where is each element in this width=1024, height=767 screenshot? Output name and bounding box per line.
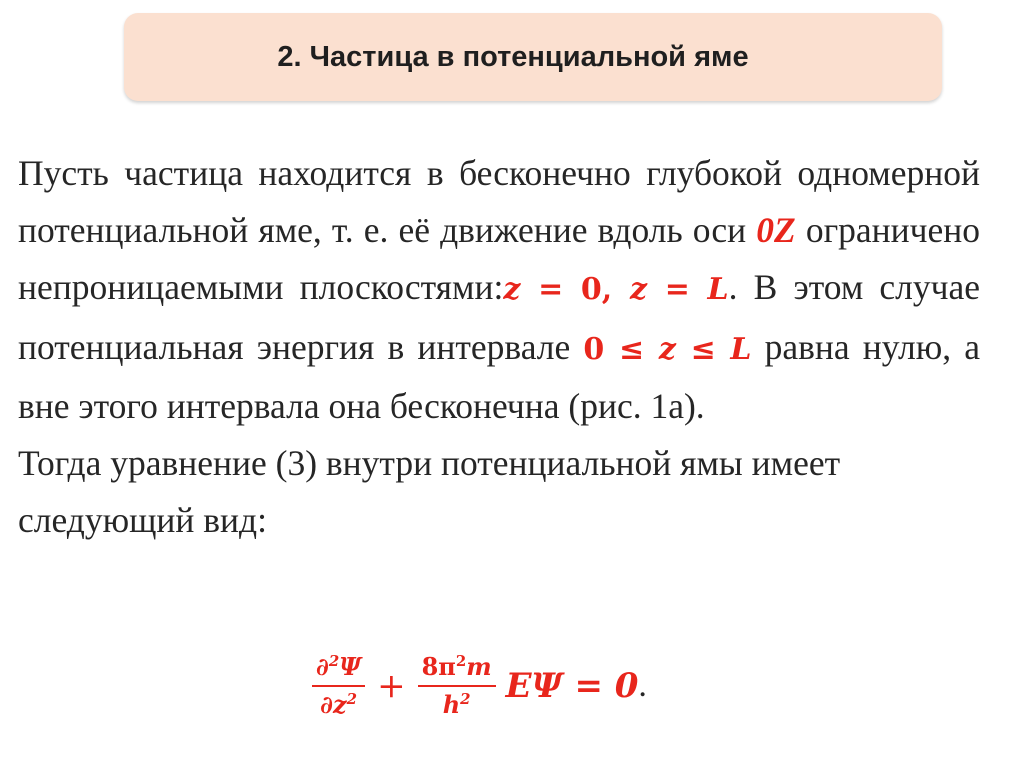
equation-rhs: EΨ = 0 bbox=[505, 666, 639, 706]
fraction-second-derivative bbox=[312, 652, 365, 720]
paragraph-2: Тогда уравнение (3) внутри потенциальной ямы имеет следующий вид: bbox=[18, 443, 841, 541]
math-comma: , bbox=[601, 272, 630, 308]
para1-text-4: равна нулю, а вне этого интервала она бесконечна (рис. 1а). bbox=[18, 326, 980, 426]
exponent: 2 bbox=[346, 690, 357, 709]
math-L-1: L bbox=[707, 272, 729, 308]
math-L-2: L bbox=[730, 331, 752, 367]
slide-title: 2. Частица в потенциальной яме bbox=[277, 40, 749, 73]
fraction-1-numerator bbox=[312, 652, 365, 682]
mass-symbol: m bbox=[466, 652, 492, 681]
equation-period: . bbox=[638, 667, 647, 704]
slide-title-box bbox=[124, 13, 942, 101]
math-eq: = bbox=[647, 272, 708, 308]
math-eq-0: = 0 bbox=[520, 272, 602, 308]
math-0-le: 0 ≤ bbox=[583, 331, 659, 367]
fraction-bar bbox=[418, 685, 496, 687]
exponent: 2 bbox=[455, 652, 467, 671]
psi-symbol: Ψ bbox=[339, 652, 362, 681]
slide-body bbox=[18, 145, 980, 549]
exponent: 2 bbox=[460, 690, 471, 709]
math-z-2: z bbox=[629, 272, 647, 308]
eight-pi: 8π bbox=[421, 652, 456, 681]
fraction-coefficient bbox=[418, 652, 496, 720]
para1-text-3: . В этом случае потенциальная энергия в интервале bbox=[18, 267, 981, 367]
plus-sign: + bbox=[377, 666, 406, 706]
fraction-2-denominator bbox=[439, 690, 475, 720]
schrodinger-equation bbox=[306, 652, 647, 720]
para1-text-1: Пусть частица находится в бесконечно глубокой одномерной потенциальной яме, т. е. её движение вдоль оси bbox=[18, 153, 980, 251]
partial-z: ∂z bbox=[320, 690, 347, 719]
math-le: ≤ bbox=[675, 331, 731, 367]
exponent: 2 bbox=[328, 652, 340, 671]
paragraph-1 bbox=[18, 145, 980, 435]
fraction-bar bbox=[312, 685, 365, 687]
math-z-3: z bbox=[658, 331, 676, 367]
fraction-2-numerator bbox=[418, 652, 496, 682]
planck-h: h bbox=[442, 690, 461, 719]
math-z-1: z bbox=[503, 272, 521, 308]
partial-symbol: ∂ bbox=[316, 652, 329, 681]
fraction-1-denominator bbox=[316, 690, 361, 720]
axis-0z: 0Z bbox=[756, 210, 796, 251]
para1-text-2: ограничено непроницаемыми плоскостями: bbox=[18, 210, 980, 308]
